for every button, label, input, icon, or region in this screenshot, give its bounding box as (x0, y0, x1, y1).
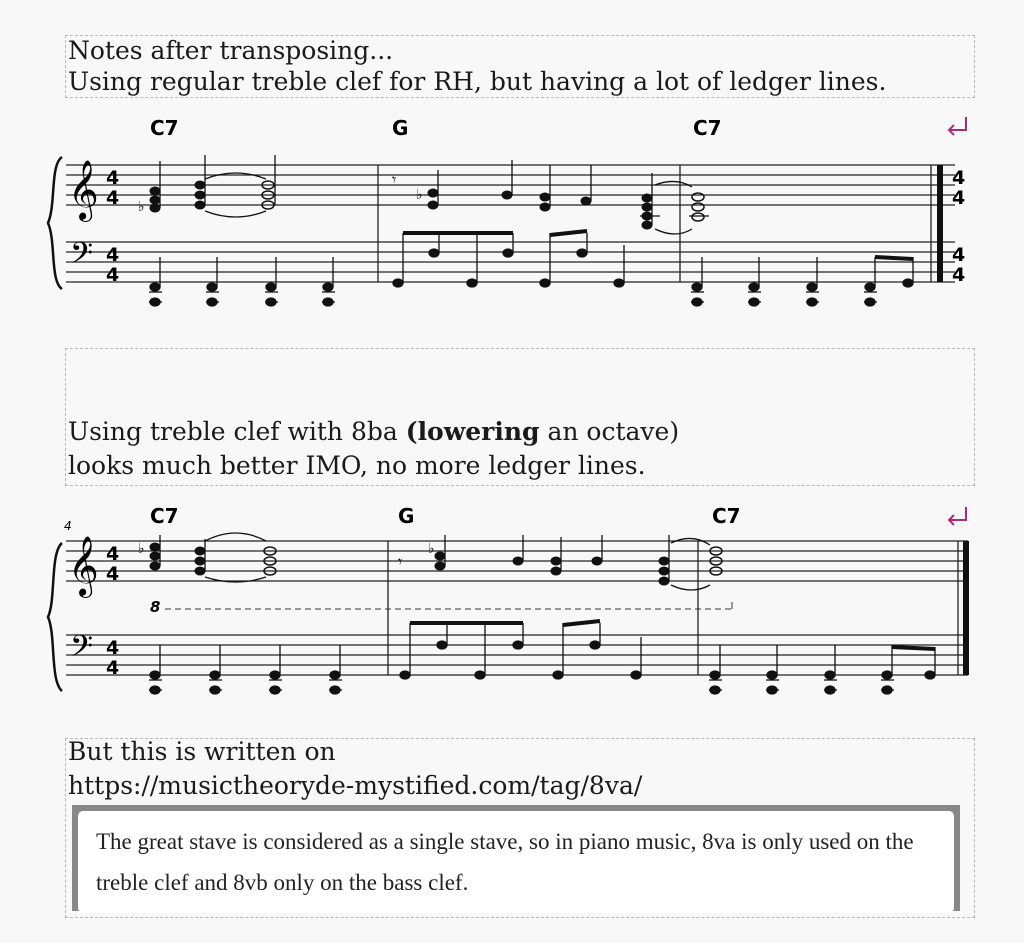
time-sig-bottom: 4 (106, 563, 120, 585)
measure-number: 4 (64, 519, 72, 533)
brace (48, 543, 62, 691)
brace (48, 157, 62, 289)
time-sig-top: 4 (106, 543, 120, 565)
final-barline (963, 541, 969, 675)
chord-symbol: G (398, 504, 415, 528)
bass-notes (149, 621, 935, 694)
svg-text:♭: ♭ (138, 541, 145, 557)
score-2 (0, 495, 1024, 720)
bass-clef-icon: 𝄢 (70, 630, 94, 671)
quote-text: The great stave is considered as a single stave, so in piano music, 8va is only used on the treble clef and 8vb only on the bass clef. (78, 811, 954, 913)
quote-box (72, 805, 960, 911)
time-sig-bottom: 4 (952, 264, 966, 286)
time-sig-bottom: 4 (106, 657, 120, 679)
time-sig-top: 4 (106, 637, 120, 659)
time-sig-top: 4 (952, 244, 966, 266)
svg-text:𝄾: 𝄾 (392, 170, 397, 189)
svg-text:♭: ♭ (138, 199, 145, 215)
chord-symbol: C7 (712, 504, 741, 528)
octave-text-line2: looks much better IMO, no more ledger lines. (68, 451, 646, 480)
text-box-notes (65, 35, 975, 98)
chord-symbol: C7 (693, 116, 722, 140)
svg-text:♭: ♭ (428, 541, 435, 557)
return-arrow-icon[interactable] (949, 117, 966, 135)
octave-text-a: Using treble clef with 8ba (68, 417, 406, 446)
chord-symbol: C7 (150, 504, 179, 528)
time-sig-bottom: 4 (106, 264, 120, 286)
time-sig-bottom: 4 (106, 187, 120, 209)
text-box-octave (65, 348, 975, 486)
chord-symbol: G (392, 116, 409, 140)
source-intro: But this is written on (68, 737, 336, 766)
notes-description: Using regular treble clef for RH, but having a lot of ledger lines. (68, 67, 887, 96)
score-1 (0, 105, 1024, 320)
final-barline (937, 165, 943, 282)
treble-clef-icon: 𝄞 (68, 536, 99, 596)
octave-text-b: an octave) (539, 417, 680, 446)
bass-staff (66, 242, 955, 282)
time-sig-bottom: 4 (952, 187, 966, 209)
return-arrow-icon[interactable] (949, 507, 966, 525)
treble-notes-m1 (138, 155, 275, 217)
ottava-marker: 8 (150, 598, 161, 616)
notes-title: Notes after transposing... (68, 36, 394, 65)
chord-symbol: C7 (150, 116, 179, 140)
octave-text-bold: (lowering (405, 417, 540, 446)
treble-notes-m2 (392, 160, 709, 234)
treble-clef-icon: 𝄞 (68, 160, 99, 220)
bass-clef-icon: 𝄢 (70, 237, 94, 278)
source-url[interactable]: https://musictheoryde-mystified.com/tag/8va/ (68, 771, 643, 800)
time-sig-top: 4 (952, 167, 966, 189)
time-sig-top: 4 (106, 167, 120, 189)
svg-text:𝄾: 𝄾 (398, 552, 403, 571)
svg-text:♭: ♭ (416, 187, 423, 203)
time-sig-top: 4 (106, 244, 120, 266)
